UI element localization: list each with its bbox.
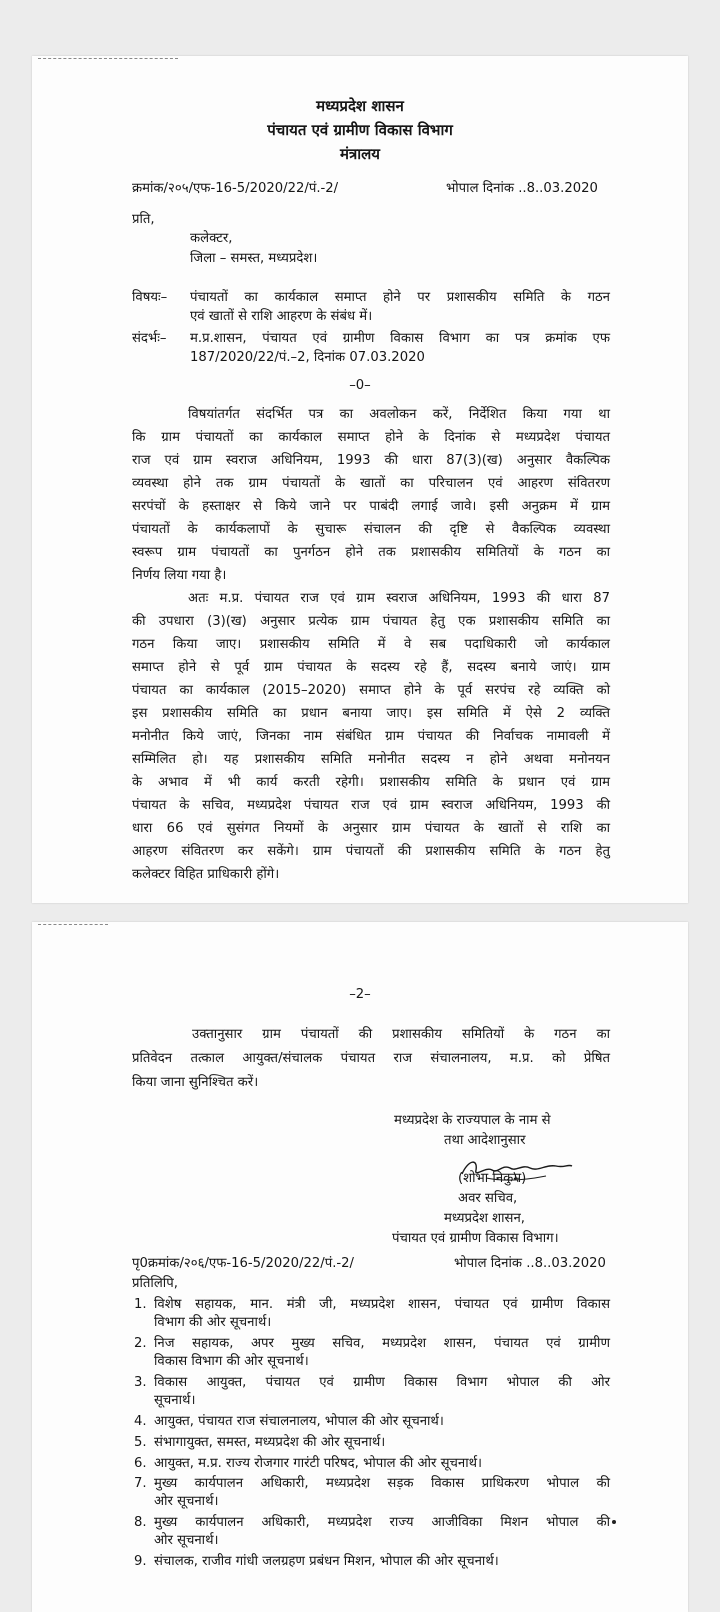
paragraph-line: राज एवं ग्राम स्वराज अधिनियम, 1993 की धारा 87(3)(ख) अनुसार वैकल्पिक <box>132 453 610 468</box>
paragraph-line: धारा 66 एवं सुसंगत नियमों के अनुसार ग्राम पंचायत के खातों से राशि का <box>132 821 610 836</box>
paragraph-line: सरपंचों के हस्ताक्षर से किये जाने पर पाबंदी लगाई जावे। इसी अनुक्रम में ग्राम <box>132 499 610 514</box>
signatory-name: (शोभा निकुम) <box>458 1171 527 1186</box>
list-item: संचालक, राजीव गांधी जलग्रहण प्रबंधन मिशन, भोपाल की ओर सूचनार्थ। <box>154 1554 499 1569</box>
letter-page-2 <box>32 922 688 1612</box>
paragraph-line: उक्तानुसार ग्राम पंचायतों की प्रशासकीय समितियों के गठन का <box>192 1027 610 1042</box>
list-item-number: 1. <box>134 1297 147 1312</box>
addressee-line: कलेक्टर, <box>190 231 233 246</box>
list-item: विकास विभाग की ओर सूचनार्थ। <box>154 1354 309 1369</box>
paragraph-line: मनोनीत किये जाएं, जिनका नाम संबंधित ग्राम पंचायत की निर्वाचक नामावली में <box>132 729 610 744</box>
list-item-number: 7. <box>134 1476 147 1491</box>
letter-header-department: पंचायत एवं ग्रामीण विकास विभाग <box>267 121 453 139</box>
paragraph-line: अतः म.प्र. पंचायत राज एवं ग्राम स्वराज अधिनियम, 1993 की धारा 87 <box>188 591 610 606</box>
ink-speck <box>612 1520 616 1524</box>
list-item: आयुक्त, म.प्र. राज्य रोजगार गारंटी परिषद, भोपाल की ओर सूचनार्थ। <box>154 1456 483 1471</box>
paragraph-line: कलेक्टर विहित प्राधिकारी होंगे। <box>132 867 280 882</box>
paragraph-line: किया जाना सुनिश्चित करें। <box>132 1075 259 1090</box>
list-item: मुख्य कार्यपालन अधिकारी, मध्यप्रदेश राज्य आजीविका मिशन भोपाल की <box>154 1515 610 1530</box>
addressee-line: जिला – समस्त, मध्यप्रदेश। <box>190 251 318 266</box>
separator: –0– <box>349 378 371 393</box>
list-item: ओर सूचनार्थ। <box>154 1494 219 1509</box>
paragraph-line: के अभाव में भी कार्य करती रहेगी। प्रशासकीय समिति के प्रधान एवं ग्राम <box>132 775 610 790</box>
paragraph-line: समाप्त होने से पूर्व ग्राम पंचायत के सदस्य रहे हैं, सदस्य बनाये जाएं। ग्राम <box>132 660 610 675</box>
authority-line: तथा आदेशानुसार <box>444 1133 526 1148</box>
scan-artifact <box>38 58 178 60</box>
list-item: आयुक्त, पंचायत राज संचालनालय, भोपाल की ओर सूचनार्थ। <box>154 1414 444 1429</box>
list-item-number: 5. <box>134 1435 147 1450</box>
paragraph-line: कि ग्राम पंचायतों का कार्यकाल समाप्त होने के दिनांक से मध्यप्रदेश पंचायत <box>132 430 610 445</box>
list-item-number: 3. <box>134 1375 147 1390</box>
paragraph-line: की उपधारा (3)(ख) अनुसार प्रत्येक ग्राम पंचायत हेतु एक प्रशासकीय समिति का <box>132 614 610 629</box>
list-item: ओर सूचनार्थ। <box>154 1533 219 1548</box>
paragraph-line: आहरण संवितरण कर सकेंगे। ग्राम पंचायतों की प्रशासकीय समिति के गठन हेतु <box>132 844 610 859</box>
reference-label: संदर्भः– <box>132 331 167 346</box>
list-item-number: 6. <box>134 1456 147 1471</box>
paragraph-line: सम्मिलित हो। यह प्रशासकीय समिति मनोनीत सदस्य न होने अथवा मनोनयन <box>132 752 610 767</box>
reference-line: म.प्र.शासन, पंचायत एवं ग्रामीण विकास विभाग का पत्र क्रमांक एफ <box>190 331 610 346</box>
endorsement-number: पृ0क्रमांक/२०६/एफ-16-5/2020/22/पं.-2/ <box>132 1256 354 1271</box>
paragraph-line: निर्णय लिया गया है। <box>132 568 227 583</box>
list-item-number: 9. <box>134 1554 147 1569</box>
to-label: प्रति, <box>132 212 155 227</box>
page-number: –2– <box>349 987 371 1002</box>
paragraph-line: पंचायतों के कार्यकलापों के सुचारू संचालन की दृष्टि से वैकल्पिक व्यवस्था <box>132 522 610 537</box>
authority-line: मध्यप्रदेश के राज्यपाल के नाम से <box>394 1113 551 1128</box>
list-item-number: 2. <box>134 1336 147 1351</box>
subject-line: एवं खातों से राशि आहरण के संबंध में। <box>190 309 373 324</box>
list-item: निज सहायक, अपर मुख्य सचिव, मध्यप्रदेश शासन, पंचायत एवं ग्रामीण <box>154 1336 610 1351</box>
list-item: मुख्य कार्यपालन अधिकारी, मध्यप्रदेश सड़क विकास प्राधिकरण भोपाल की <box>154 1476 610 1491</box>
signatory-designation: अवर सचिव, <box>458 1191 518 1206</box>
endorsement-date: भोपाल दिनांक ..8..03.2020 <box>454 1256 606 1271</box>
scan-artifact <box>38 924 108 926</box>
list-item: सूचनार्थ। <box>154 1393 196 1408</box>
letter-header-ministry: मंत्रालय <box>339 145 380 163</box>
letter-page-1 <box>32 56 688 903</box>
reference-line: 187/2020/22/पं.–2, दिनांक 07.03.2020 <box>190 350 425 365</box>
paragraph-line: पंचायत के सचिव, मध्यप्रदेश पंचायत राज एवं ग्राम स्वराज अधिनियम, 1993 की <box>132 798 610 813</box>
list-item-number: 8. <box>134 1515 147 1530</box>
paragraph-line: प्रतिवेदन तत्काल आयुक्त/संचालक पंचायत राज संचालनालय, म.प्र. को प्रेषित <box>132 1051 610 1066</box>
list-item: विशेष सहायक, मान. मंत्री जी, मध्यप्रदेश शासन, पंचायत एवं ग्रामीण विकास <box>154 1297 610 1312</box>
signatory-designation: पंचायत एवं ग्रामीण विकास विभाग। <box>392 1231 559 1246</box>
paragraph-line: पंचायत का कार्यकाल (2015–2020) समाप्त होने के पूर्व सरपंच रहे व्यक्ति को <box>132 683 610 698</box>
paragraph-line: गठन किया जाए। प्रशासकीय समिति में वे सब पदाधिकारी जो कार्यकाल <box>132 637 610 652</box>
paragraph-line: इस प्रशासकीय समिति का प्रधान बनाया जाए। इस समिति में ऐसे 2 व्यक्ति <box>132 706 610 721</box>
list-item: विभाग की ओर सूचनार्थ। <box>154 1315 272 1330</box>
list-item: संभागायुक्त, समस्त, मध्यप्रदेश की ओर सूचनार्थ। <box>154 1435 386 1450</box>
letter-header-government: मध्यप्रदेश शासन <box>316 97 404 115</box>
paragraph-line: स्वरूप ग्राम पंचायतों का पुनर्गठन होने तक प्रशासकीय समितियों के गठन का <box>132 545 610 560</box>
letter-place-date: भोपाल दिनांक ..8..03.2020 <box>446 181 598 196</box>
subject-line: पंचायतों का कार्यकाल समाप्त होने पर प्रशासकीय समिति के गठन <box>190 290 610 305</box>
list-item: विकास आयुक्त, पंचायत एवं ग्रामीण विकास विभाग भोपाल की ओर <box>154 1375 610 1390</box>
copy-to-label: प्रतिलिपि, <box>132 1276 178 1291</box>
list-item-number: 4. <box>134 1414 147 1429</box>
subject-label: विषयः– <box>132 290 168 305</box>
paragraph-line: विषयांतर्गत संदर्भित पत्र का अवलोकन करें, निर्देशित किया गया था <box>188 407 610 422</box>
paragraph-line: व्यवस्था होने तक ग्राम पंचायतों के खातों का परिचालन एवं आहरण संवितरण <box>132 476 610 491</box>
reference-number: क्रमांक/२०५/एफ-16-5/2020/22/पं.-2/ <box>132 181 339 196</box>
signatory-designation: मध्यप्रदेश शासन, <box>444 1211 525 1226</box>
